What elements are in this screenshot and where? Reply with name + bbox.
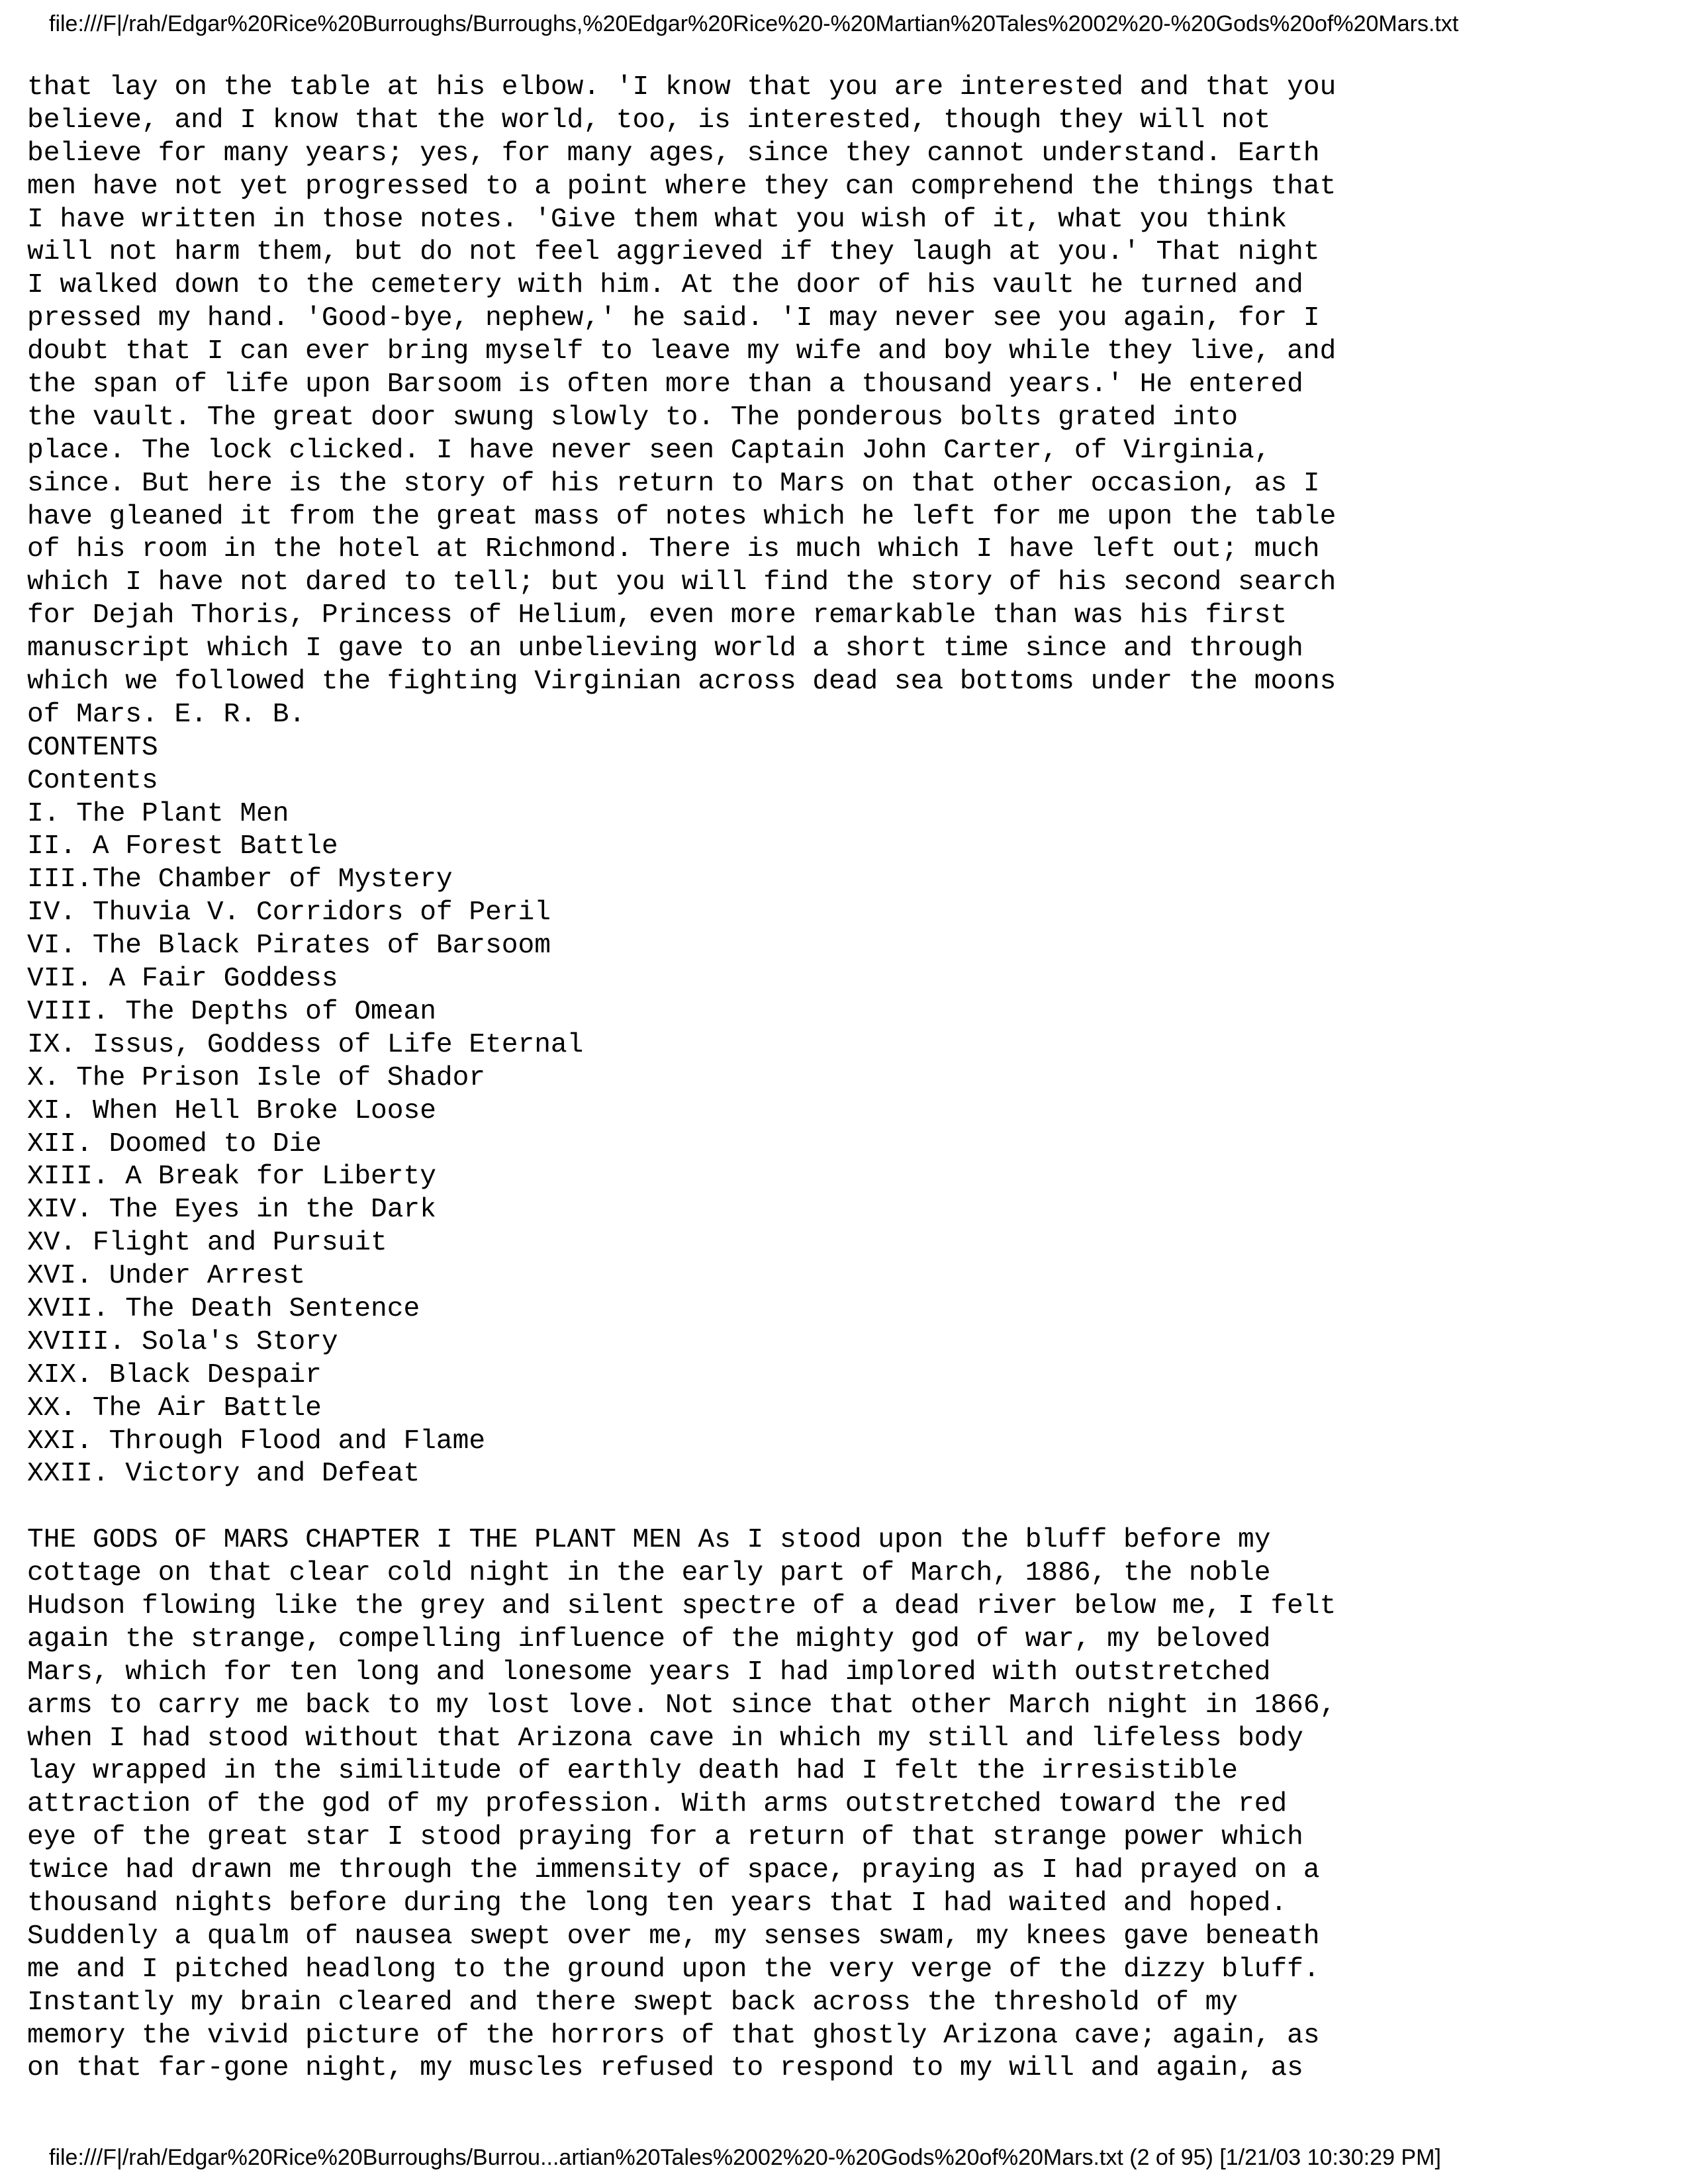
text-line: VIII. The Depths of Omean bbox=[27, 996, 436, 1027]
text-line: XIX. Black Despair bbox=[27, 1359, 322, 1390]
text-line: XV. Flight and Pursuit bbox=[27, 1228, 387, 1259]
text-line: IV. Thuvia V. Corridors of Peril bbox=[27, 897, 551, 929]
text-line: IX. Issus, Goddess of Life Eternal bbox=[27, 1029, 584, 1060]
text-line: VI. The Black Pirates of Barsoom bbox=[27, 931, 551, 962]
text-line: which we followed the fighting Virginian across dead sea bottoms under the moons bbox=[27, 666, 1336, 698]
text-line: believe, and I know that the world, too, is interested, though they will not bbox=[27, 105, 1271, 136]
text-line: men have not yet progressed to a point where they can comprehend the things that bbox=[27, 171, 1336, 202]
text-line: me and I pitched headlong to the ground upon the very verge of the dizzy bluff. bbox=[27, 1954, 1320, 1985]
text-line: I have written in those notes. 'Give them what you wish of it, what you think bbox=[27, 204, 1288, 235]
text-line: II. A Forest Battle bbox=[27, 831, 338, 862]
text-line: Instantly my brain cleared and there swept back across the threshold of my bbox=[27, 1987, 1239, 2018]
text-line: on that far-gone night, my muscles refused to respond to my will and again, as bbox=[27, 2053, 1303, 2084]
text-line: THE GODS OF MARS CHAPTER I THE PLANT MEN As I stood upon the bluff before my bbox=[27, 1525, 1271, 1556]
text-line: I. The Plant Men bbox=[27, 798, 289, 829]
text-line: Contents bbox=[27, 765, 158, 796]
text-line: will not harm them, but do not feel aggrieved if they laugh at you.' That night bbox=[27, 237, 1320, 268]
text-line: arms to carry me back to my lost love. Not since that other March night in 1866, bbox=[27, 1690, 1336, 1721]
text-line: attraction of the god of my profession. With arms outstretched toward the red bbox=[27, 1789, 1288, 1820]
text-line: XVII. The Death Sentence bbox=[27, 1293, 420, 1324]
text-line: Suddenly a qualm of nausea swept over me, my senses swam, my knees gave beneath bbox=[27, 1921, 1320, 1952]
text-line: eye of the great star I stood praying for a return of that strange power which bbox=[27, 1822, 1303, 1853]
text-line: XIV. The Eyes in the Dark bbox=[27, 1195, 436, 1226]
text-line: when I had stood without that Arizona cave in which my still and lifeless body bbox=[27, 1723, 1303, 1754]
text-line: the span of life upon Barsoom is often more than a thousand years.' He entered bbox=[27, 369, 1303, 400]
text-line: the vault. The great door swung slowly to. The ponderous bolts grated into bbox=[27, 402, 1239, 433]
text-line: of his room in the hotel at Richmond. There is much which I have left out; much bbox=[27, 534, 1320, 565]
text-line: manuscript which I gave to an unbelieving world a short time since and through bbox=[27, 633, 1303, 664]
text-line: XIII. A Break for Liberty bbox=[27, 1161, 436, 1193]
text-line: pressed my hand. 'Good-bye, nephew,' he said. 'I may never see you again, for I bbox=[27, 303, 1320, 334]
text-line: lay wrapped in the similitude of earthly death had I felt the irresistible bbox=[27, 1756, 1239, 1787]
page-header-url: file:///F|/rah/Edgar%20Rice%20Burroughs/Burroughs,%20Edgar%20Rice%20-%20Martian%20Tales%2002%20-%20Gods%20of%20Mars.txt bbox=[49, 11, 1459, 36]
text-line: memory the vivid picture of the horrors of that ghostly Arizona cave; again, as bbox=[27, 2020, 1320, 2051]
text-line: XVIII. Sola's Story bbox=[27, 1326, 338, 1357]
text-line: have gleaned it from the great mass of notes which he left for me upon the table bbox=[27, 501, 1336, 532]
text-line: of Mars. E. R. B. bbox=[27, 699, 306, 730]
text-line: VII. A Fair Goddess bbox=[27, 964, 338, 995]
text-line: for Dejah Thoris, Princess of Helium, even more remarkable than was his first bbox=[27, 600, 1288, 631]
text-line bbox=[27, 1491, 1336, 1524]
text-line: XVI. Under Arrest bbox=[27, 1261, 306, 1292]
text-line: thousand nights before during the long ten years that I had waited and hoped. bbox=[27, 1888, 1288, 1919]
text-line: I walked down to the cemetery with him. At the door of his vault he turned and bbox=[27, 270, 1303, 301]
text-line: that lay on the table at his elbow. 'I know that you are interested and that you bbox=[27, 72, 1336, 103]
text-line: place. The lock clicked. I have never seen Captain John Carter, of Virginia, bbox=[27, 435, 1271, 466]
text-line: since. But here is the story of his return to Mars on that other occasion, as I bbox=[27, 468, 1320, 499]
text-line: believe for many years; yes, for many ages, since they cannot understand. Earth bbox=[27, 138, 1320, 169]
text-line: XII. Doomed to Die bbox=[27, 1128, 322, 1160]
text-line: which I have not dared to tell; but you will find the story of his second search bbox=[27, 567, 1336, 598]
text-line: XXII. Victory and Defeat bbox=[27, 1459, 420, 1490]
text-line: XXI. Through Flood and Flame bbox=[27, 1426, 486, 1457]
text-line: cottage on that clear cold night in the early part of March, 1886, the noble bbox=[27, 1558, 1271, 1589]
text-line: doubt that I can ever bring myself to leave my wife and boy while they live, and bbox=[27, 336, 1336, 367]
text-line: III.The Chamber of Mystery bbox=[27, 864, 453, 895]
page-footer-url: file:///F|/rah/Edgar%20Rice%20Burroughs/Burrou...artian%20Tales%2002%20-%20Gods%20of%20Mars.txt (2 of 95) [1/21/03 10:30:29 PM] bbox=[49, 2145, 1441, 2170]
text-line: XI. When Hell Broke Loose bbox=[27, 1095, 436, 1126]
text-line: again the strange, compelling influence of the mighty god of war, my beloved bbox=[27, 1623, 1271, 1655]
text-line: Hudson flowing like the grey and silent spectre of a dead river below me, I felt bbox=[27, 1590, 1336, 1621]
text-line: X. The Prison Isle of Shador bbox=[27, 1062, 486, 1093]
document-body bbox=[27, 71, 1336, 2085]
text-line: twice had drawn me through the immensity of space, praying as I had prayed on a bbox=[27, 1855, 1320, 1886]
text-line: CONTENTS bbox=[27, 732, 158, 763]
text-line: XX. The Air Battle bbox=[27, 1392, 322, 1424]
text-line: Mars, which for ten long and lonesome years I had implored with outstretched bbox=[27, 1657, 1271, 1688]
